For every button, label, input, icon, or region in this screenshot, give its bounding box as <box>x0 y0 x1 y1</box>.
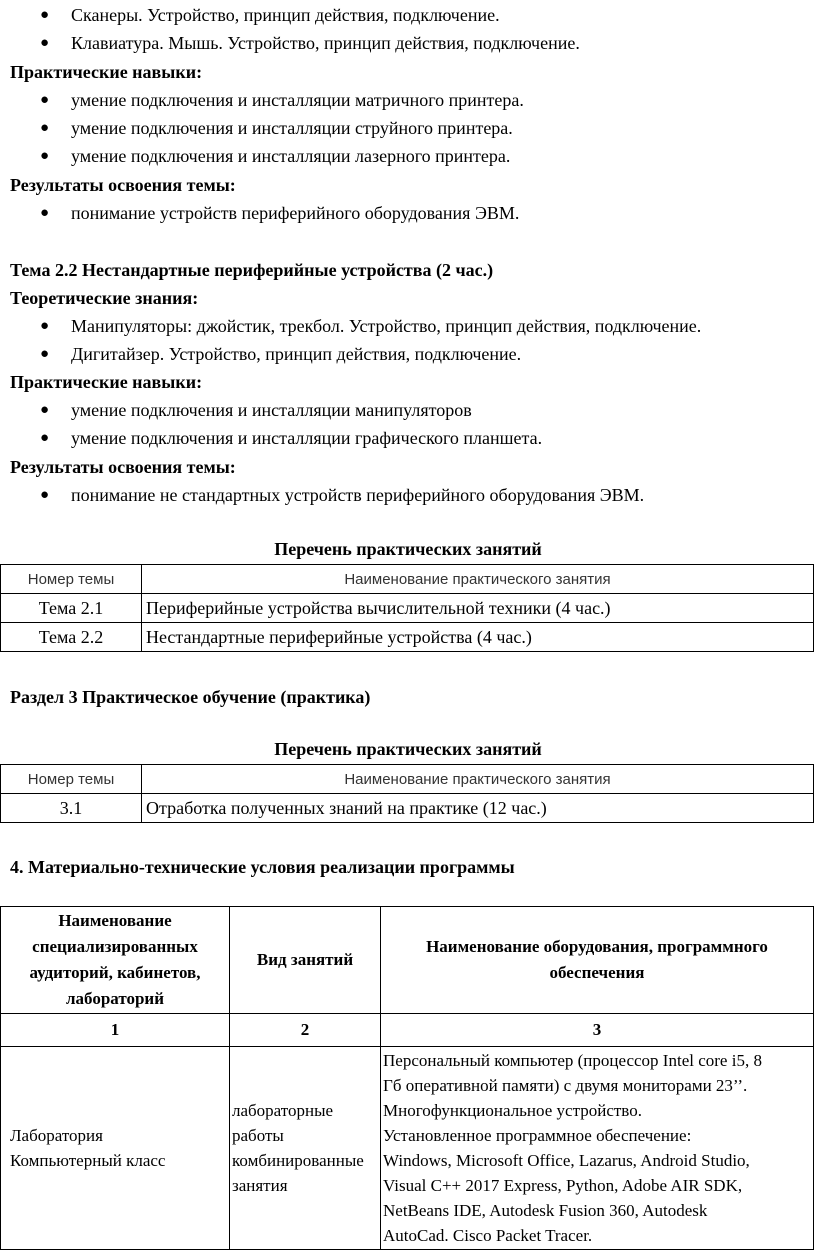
list-item: ● Манипуляторы: джойстик, трекбол. Устройство, принцип действия, подключение. <box>0 312 816 340</box>
bullet-icon: ● <box>40 318 50 334</box>
bullet-icon: ● <box>40 148 50 164</box>
kind-line: комбинированные <box>232 1151 364 1170</box>
table-title: Перечень практических занятий <box>274 739 542 759</box>
kind-line: работы <box>232 1126 284 1145</box>
bullet-icon: ● <box>40 487 50 503</box>
lesson-name-cell: Периферийные устройства вычислительной техники (4 час.) <box>142 594 814 623</box>
practice-lessons-table <box>0 764 814 823</box>
equipment-line: NetBeans IDE, Autodesk Fusion 360, Autodesk <box>383 1201 708 1220</box>
list-item: ● умение подключения и инсталляции манипуляторов <box>0 396 816 424</box>
column-number: 3 <box>381 1014 814 1047</box>
results-list <box>0 481 816 509</box>
equipment-cell <box>381 1047 814 1250</box>
theory-list <box>0 312 816 368</box>
kind-line: лабораторные <box>232 1101 334 1120</box>
room-line: Компьютерный класс <box>10 1151 166 1170</box>
column-header: Наименование оборудования, программного обеспечения <box>381 907 814 1014</box>
column-header: Номер темы <box>1 765 142 794</box>
practical-list <box>0 396 816 452</box>
intro-bullet-list <box>0 1 816 57</box>
practical-heading: Практические навыки: <box>10 372 203 392</box>
list-item: ● Клавиатура. Мышь. Устройство, принцип действия, подключение. <box>0 29 816 57</box>
theory-heading: Теоретические знания: <box>10 288 199 308</box>
table-header-row <box>1 565 814 594</box>
table-row <box>1 1047 814 1250</box>
section-title: Раздел 3 Практическое обучение (практика) <box>10 687 371 707</box>
list-item: ● умение подключения и инсталляции матричного принтера. <box>0 86 816 114</box>
lesson-kind-cell <box>230 1047 381 1250</box>
room-line: Лаборатория <box>10 1126 103 1145</box>
section-title: 4. Материально-технические условия реализации программы <box>10 857 515 877</box>
list-item: ● понимание не стандартных устройств периферийного оборудования ЭВМ. <box>0 481 816 509</box>
bullet-icon: ● <box>40 430 50 446</box>
kind-line: занятия <box>232 1176 288 1195</box>
topic-number-cell: 3.1 <box>1 794 142 823</box>
column-number: 1 <box>1 1014 230 1047</box>
column-header: Наименование специализированных аудиторий, кабинетов, лабораторий <box>1 907 230 1014</box>
lesson-name-cell: Отработка полученных знаний на практике (12 час.) <box>142 794 814 823</box>
results-list <box>0 199 816 227</box>
column-number: 2 <box>230 1014 381 1047</box>
equipment-line: Персональный компьютер (процессор Intel core i5, 8 <box>383 1051 762 1070</box>
equipment-line: Установленное программное обеспечение: <box>383 1126 692 1145</box>
equipment-line: Windows, Microsoft Office, Lazarus, Android Studio, <box>383 1151 750 1170</box>
table-title: Перечень практических занятий <box>274 539 542 559</box>
list-item: ● умение подключения и инсталляции графического планшета. <box>0 424 816 452</box>
bullet-icon: ● <box>40 92 50 108</box>
list-item: ● Дигитайзер. Устройство, принцип действия, подключение. <box>0 340 816 368</box>
column-header: Вид занятий <box>230 907 381 1014</box>
table-header-row <box>1 907 814 1014</box>
equipment-line: AutoCad. Cisco Packet Tracer. <box>383 1226 593 1245</box>
equipment-line: Гб оперативной памяти) с двумя мониторами 23’’. <box>383 1076 748 1095</box>
practical-lessons-table <box>0 564 814 652</box>
table-header-row <box>1 765 814 794</box>
list-item: ● понимание устройств периферийного оборудования ЭВМ. <box>0 199 816 227</box>
bullet-icon: ● <box>40 402 50 418</box>
equipment-line: Многофункциональное устройство. <box>383 1101 642 1120</box>
topic-number-cell: Тема 2.2 <box>1 623 142 652</box>
bullet-icon: ● <box>40 120 50 136</box>
column-header: Наименование практического занятия <box>142 565 814 594</box>
lesson-name-cell: Нестандартные периферийные устройства (4 час.) <box>142 623 814 652</box>
equipment-table <box>0 906 814 1250</box>
table-row <box>1 623 814 652</box>
practical-heading: Практические навыки: <box>10 62 203 82</box>
topic-number-cell: Тема 2.1 <box>1 594 142 623</box>
bullet-icon: ● <box>40 35 50 51</box>
list-item: ● умение подключения и инсталляции лазерного принтера. <box>0 142 816 170</box>
practical-list <box>0 86 816 170</box>
results-heading: Результаты освоения темы: <box>10 175 236 195</box>
table-number-row <box>1 1014 814 1047</box>
topic-title: Тема 2.2 Нестандартные периферийные устройства (2 час.) <box>10 260 494 280</box>
results-heading: Результаты освоения темы: <box>10 457 236 477</box>
table-row <box>1 794 814 823</box>
bullet-icon: ● <box>40 205 50 221</box>
column-header: Номер темы <box>1 565 142 594</box>
list-item: ● умение подключения и инсталляции струйного принтера. <box>0 114 816 142</box>
room-cell <box>1 1047 230 1250</box>
bullet-icon: ● <box>40 346 50 362</box>
equipment-line: Visual C++ 2017 Express, Python, Adobe AIR SDK, <box>383 1176 743 1195</box>
bullet-icon: ● <box>40 7 50 23</box>
table-row <box>1 594 814 623</box>
column-header: Наименование практического занятия <box>142 765 814 794</box>
list-item: ● Сканеры. Устройство, принцип действия, подключение. <box>0 1 816 29</box>
